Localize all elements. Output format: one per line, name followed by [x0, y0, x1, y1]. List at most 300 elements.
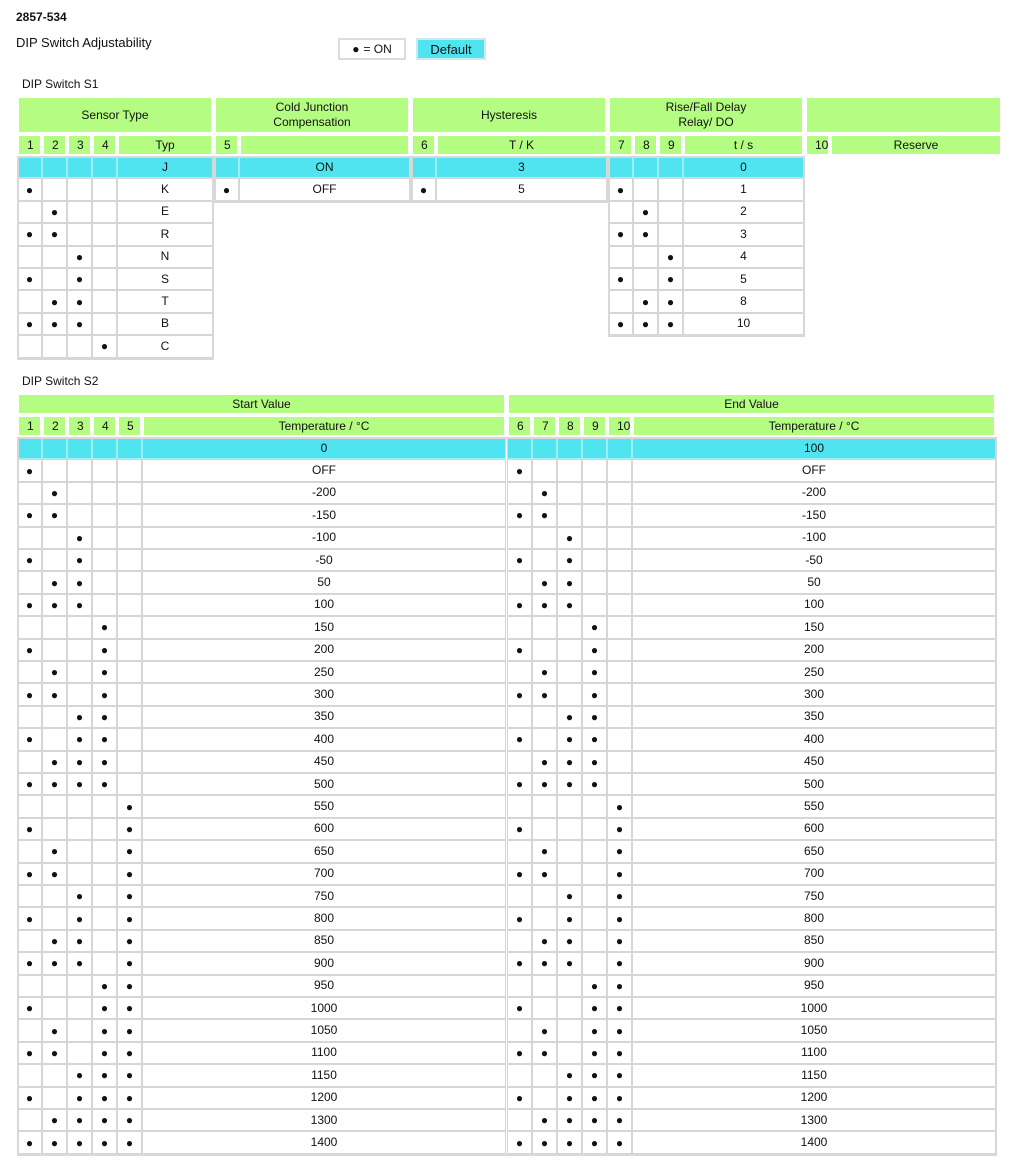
- s2-start-temperature: -50: [142, 549, 506, 571]
- on-dot-icon: ●: [515, 866, 524, 881]
- s1-delay-value: 3: [683, 223, 804, 245]
- on-dot-icon: ●: [540, 777, 549, 792]
- on-dot-icon: ●: [125, 821, 134, 836]
- s2-dip-cell: [557, 571, 582, 593]
- s2-dip-cell: [92, 773, 117, 795]
- s2-dip-cell: [42, 863, 67, 885]
- s2-dip-cell: [582, 930, 607, 952]
- on-dot-icon: ●: [641, 227, 650, 242]
- on-dot-icon: ●: [100, 1045, 109, 1060]
- s2-dip-cell: [582, 795, 607, 817]
- on-dot-icon: ●: [515, 553, 524, 568]
- s2-dip-cell: [117, 952, 142, 974]
- s1-dip-cell: [67, 246, 92, 268]
- on-dot-icon: ●: [50, 1045, 59, 1060]
- on-dot-icon: ●: [75, 1068, 84, 1083]
- on-dot-icon: ●: [50, 866, 59, 881]
- on-dot-icon: ●: [25, 227, 34, 242]
- s2-start-value-header: Temperature / °C: [142, 415, 506, 437]
- s2-dip-cell: [532, 907, 557, 929]
- s2-dip-cell: [67, 863, 92, 885]
- s2-dip-cell: [17, 661, 42, 683]
- on-dot-icon: ●: [615, 866, 624, 881]
- s2-dip-cell: [92, 639, 117, 661]
- s2-dip-cell: [507, 459, 532, 481]
- s2-dip-cell: [507, 616, 532, 638]
- s2-dip-cell: [42, 975, 67, 997]
- s2-switch-number: 2: [42, 415, 67, 437]
- s2-dip-cell: [17, 616, 42, 638]
- s1-dip-cell: [92, 246, 117, 268]
- s2-dip-cell: [607, 1109, 632, 1131]
- on-dot-icon: ●: [100, 1023, 109, 1038]
- s2-dip-cell: [92, 549, 117, 571]
- on-dot-icon: ●: [100, 339, 109, 354]
- s2-dip-cell: [582, 639, 607, 661]
- s2-dip-cell: [582, 504, 607, 526]
- on-dot-icon: ●: [50, 204, 59, 219]
- on-dot-icon: ●: [666, 249, 675, 264]
- s2-dip-cell: [67, 437, 92, 459]
- on-dot-icon: ●: [590, 687, 599, 702]
- s1-cjc-value: ON: [239, 156, 410, 178]
- s1-hysteresis-header: Hysteresis: [411, 96, 607, 134]
- s2-dip-cell: [17, 1064, 42, 1086]
- s1-delay-value: 0: [683, 156, 804, 178]
- on-dot-icon: ●: [50, 1135, 59, 1150]
- s2-dip-cell: [67, 594, 92, 616]
- s2-dip-cell: [92, 728, 117, 750]
- s1-dip-cell: [17, 246, 42, 268]
- s2-dip-cell: [532, 1042, 557, 1064]
- s2-dip-cell: [507, 818, 532, 840]
- on-dot-icon: ●: [565, 553, 574, 568]
- on-dot-icon: ●: [590, 642, 599, 657]
- s2-dip-cell: [67, 639, 92, 661]
- s2-end-temperature: 1150: [632, 1064, 996, 1086]
- s2-dip-cell: [582, 1131, 607, 1153]
- on-dot-icon: ●: [565, 889, 574, 904]
- s2-dip-cell: [507, 728, 532, 750]
- s2-dip-cell: [532, 571, 557, 593]
- s2-dip-cell: [92, 504, 117, 526]
- s2-dip-cell: [67, 527, 92, 549]
- s2-end-header: End Value: [507, 393, 996, 415]
- s2-end-temperature: 250: [632, 661, 996, 683]
- s2-start-temperature: 0: [142, 437, 506, 459]
- s2-start-temperature: 1150: [142, 1064, 506, 1086]
- s2-dip-cell: [67, 504, 92, 526]
- on-dot-icon: ●: [540, 1113, 549, 1128]
- s1-cjc-value: OFF: [239, 178, 410, 200]
- s2-dip-cell: [42, 930, 67, 952]
- on-dot-icon: ●: [565, 933, 574, 948]
- s1-delay-header: [608, 96, 804, 134]
- s2-dip-cell: [532, 930, 557, 952]
- s1-switch-number: 8: [633, 134, 658, 156]
- s2-start-temperature: OFF: [142, 459, 506, 481]
- s2-dip-cell: [582, 1042, 607, 1064]
- on-dot-icon: ●: [352, 42, 360, 56]
- s2-dip-cell: [92, 907, 117, 929]
- s2-end-temperature: 350: [632, 706, 996, 728]
- s2-dip-cell: [67, 661, 92, 683]
- on-dot-icon: ●: [25, 1135, 34, 1150]
- s1-dip-cell: [608, 268, 633, 290]
- s2-dip-cell: [117, 1087, 142, 1109]
- s1-switch-number: 4: [92, 134, 117, 156]
- s2-dip-cell: [582, 594, 607, 616]
- s2-dip-cell: [507, 1109, 532, 1131]
- s2-start-temperature: 200: [142, 639, 506, 661]
- s2-dip-cell: [117, 527, 142, 549]
- s1-dip-cell: [633, 268, 658, 290]
- s2-dip-cell: [557, 683, 582, 705]
- s1-dip-cell: [658, 201, 683, 223]
- on-dot-icon: ●: [615, 821, 624, 836]
- s2-dip-cell: [42, 616, 67, 638]
- s2-dip-cell: [117, 728, 142, 750]
- s2-end-temperature: 650: [632, 840, 996, 862]
- s1-sensor-value: E: [117, 201, 213, 223]
- page-title: DIP Switch Adjustability: [16, 35, 152, 50]
- s2-switch-number: 8: [557, 415, 582, 437]
- on-dot-icon: ●: [75, 933, 84, 948]
- s2-dip-cell: [582, 437, 607, 459]
- on-dot-icon: ●: [515, 1135, 524, 1150]
- s1-dip-cell: [17, 268, 42, 290]
- on-dot-icon: ●: [615, 911, 624, 926]
- on-dot-icon: ●: [125, 1045, 134, 1060]
- on-dot-icon: ●: [50, 844, 59, 859]
- s2-dip-cell: [92, 975, 117, 997]
- s2-dip-cell: [507, 437, 532, 459]
- on-dot-icon: ●: [540, 665, 549, 680]
- s2-end-value-header: Temperature / °C: [632, 415, 996, 437]
- on-dot-icon: ●: [616, 227, 625, 242]
- s2-dip-cell: [532, 728, 557, 750]
- s2-dip-cell: [582, 885, 607, 907]
- s1-switch-number: 9: [658, 134, 683, 156]
- s2-dip-cell: [557, 1019, 582, 1041]
- s2-dip-cell: [557, 907, 582, 929]
- s2-dip-cell: [17, 504, 42, 526]
- on-dot-icon: ●: [565, 530, 574, 545]
- s2-dip-cell: [607, 728, 632, 750]
- on-dot-icon: ●: [25, 272, 34, 287]
- on-dot-icon: ●: [25, 911, 34, 926]
- s1-dip-cell: [633, 246, 658, 268]
- s2-dip-cell: [507, 1064, 532, 1086]
- s2-dip-cell: [582, 661, 607, 683]
- s2-dip-cell: [507, 751, 532, 773]
- s1-dip-cell: [658, 246, 683, 268]
- s2-start-temperature: 800: [142, 907, 506, 929]
- s1-delay-value: 5: [683, 268, 804, 290]
- s2-start-temperature: 650: [142, 840, 506, 862]
- s1-section-label: DIP Switch S1: [22, 77, 99, 91]
- s2-dip-cell: [42, 571, 67, 593]
- s2-dip-cell: [557, 952, 582, 974]
- s2-dip-cell: [607, 1087, 632, 1109]
- s2-dip-cell: [92, 1042, 117, 1064]
- on-dot-icon: ●: [565, 709, 574, 724]
- s2-dip-cell: [117, 930, 142, 952]
- s2-dip-cell: [42, 997, 67, 1019]
- s2-end-temperature: -50: [632, 549, 996, 571]
- on-dot-icon: ●: [565, 1090, 574, 1105]
- s2-start-temperature: 1100: [142, 1042, 506, 1064]
- s2-end-temperature: 1050: [632, 1019, 996, 1041]
- s2-dip-cell: [557, 997, 582, 1019]
- s2-dip-cell: [17, 952, 42, 974]
- s2-dip-cell: [17, 818, 42, 840]
- on-dot-icon: ●: [125, 956, 134, 971]
- on-dot-icon: ●: [540, 1023, 549, 1038]
- on-dot-icon: ●: [590, 1090, 599, 1105]
- s2-dip-cell: [92, 1109, 117, 1131]
- s1-dip-cell: [42, 156, 67, 178]
- s1-dip-cell: [92, 313, 117, 335]
- on-dot-icon: ●: [590, 1113, 599, 1128]
- s2-dip-cell: [607, 571, 632, 593]
- on-dot-icon: ●: [590, 1068, 599, 1083]
- s2-dip-cell: [582, 527, 607, 549]
- s2-dip-cell: [607, 594, 632, 616]
- s2-dip-cell: [117, 482, 142, 504]
- on-dot-icon: ●: [25, 508, 34, 523]
- s2-dip-cell: [117, 1019, 142, 1041]
- on-dot-icon: ●: [565, 1068, 574, 1083]
- s2-dip-cell: [42, 952, 67, 974]
- s1-dip-cell: [42, 246, 67, 268]
- s2-dip-cell: [507, 840, 532, 862]
- on-dot-icon: ●: [25, 463, 34, 478]
- s2-dip-cell: [607, 975, 632, 997]
- on-dot-icon: ●: [25, 642, 34, 657]
- on-dot-icon: ●: [75, 709, 84, 724]
- on-dot-icon: ●: [100, 978, 109, 993]
- s2-dip-cell: [17, 459, 42, 481]
- s2-dip-cell: [67, 975, 92, 997]
- s1-sensor-value-header: Typ: [117, 134, 213, 156]
- s2-dip-cell: [557, 728, 582, 750]
- s2-dip-cell: [117, 459, 142, 481]
- s1-switch-number: 5: [214, 134, 239, 156]
- s2-start-temperature: 150: [142, 616, 506, 638]
- s2-dip-cell: [67, 571, 92, 593]
- on-dot-icon: ●: [125, 844, 134, 859]
- s2-dip-cell: [92, 571, 117, 593]
- s2-dip-cell: [17, 1087, 42, 1109]
- s1-dip-cell: [17, 156, 42, 178]
- on-dot-icon: ●: [515, 821, 524, 836]
- s2-dip-cell: [17, 594, 42, 616]
- on-dot-icon: ●: [590, 777, 599, 792]
- s2-dip-cell: [17, 683, 42, 705]
- on-dot-icon: ●: [100, 754, 109, 769]
- s2-dip-cell: [532, 661, 557, 683]
- s2-switch-number: 5: [117, 415, 142, 437]
- s2-dip-cell: [117, 594, 142, 616]
- s1-dip-cell: [67, 156, 92, 178]
- on-dot-icon: ●: [100, 665, 109, 680]
- s2-dip-cell: [92, 459, 117, 481]
- on-dot-icon: ●: [540, 1135, 549, 1150]
- s2-end-temperature: -100: [632, 527, 996, 549]
- s2-dip-cell: [532, 504, 557, 526]
- on-dot-icon: ●: [615, 1090, 624, 1105]
- s2-dip-cell: [117, 1042, 142, 1064]
- s2-dip-cell: [607, 751, 632, 773]
- s2-start-temperature: 950: [142, 975, 506, 997]
- on-dot-icon: ●: [75, 1113, 84, 1128]
- s1-dip-cell: [67, 335, 92, 357]
- s2-dip-cell: [507, 661, 532, 683]
- s2-dip-cell: [42, 683, 67, 705]
- on-dot-icon: ●: [75, 889, 84, 904]
- on-dot-icon: ●: [75, 597, 84, 612]
- s2-end-temperature: 400: [632, 728, 996, 750]
- s2-dip-cell: [582, 975, 607, 997]
- on-dot-icon: ●: [540, 687, 549, 702]
- s2-dip-cell: [67, 728, 92, 750]
- s2-start-temperature: 1050: [142, 1019, 506, 1041]
- on-dot-icon: ●: [515, 1090, 524, 1105]
- s2-dip-cell: [117, 639, 142, 661]
- on-dot-icon: ●: [125, 1023, 134, 1038]
- s2-dip-cell: [557, 1131, 582, 1153]
- s2-dip-cell: [117, 818, 142, 840]
- s2-dip-cell: [607, 437, 632, 459]
- s2-dip-cell: [507, 907, 532, 929]
- s2-dip-cell: [507, 639, 532, 661]
- s2-dip-cell: [17, 639, 42, 661]
- on-dot-icon: ●: [590, 1045, 599, 1060]
- s2-dip-cell: [117, 840, 142, 862]
- s1-dip-cell: [608, 223, 633, 245]
- s2-dip-cell: [557, 1109, 582, 1131]
- s2-dip-cell: [582, 549, 607, 571]
- s2-start-temperature: 50: [142, 571, 506, 593]
- s2-dip-cell: [42, 549, 67, 571]
- s2-dip-cell: [507, 571, 532, 593]
- s1-dip-cell: [42, 201, 67, 223]
- s2-dip-cell: [42, 661, 67, 683]
- s2-start-temperature: 900: [142, 952, 506, 974]
- s2-start-temperature: 300: [142, 683, 506, 705]
- s2-dip-cell: [42, 459, 67, 481]
- s2-dip-cell: [67, 1087, 92, 1109]
- on-dot-icon: ●: [125, 933, 134, 948]
- s2-dip-cell: [557, 706, 582, 728]
- on-dot-icon: ●: [615, 1023, 624, 1038]
- s2-dip-cell: [17, 795, 42, 817]
- on-dot-icon: ●: [540, 597, 549, 612]
- s2-start-temperature: -100: [142, 527, 506, 549]
- s2-dip-cell: [67, 683, 92, 705]
- s2-start-temperature: -150: [142, 504, 506, 526]
- on-dot-icon: ●: [75, 575, 84, 590]
- on-legend-text: = ON: [363, 42, 392, 56]
- on-dot-icon: ●: [590, 754, 599, 769]
- s2-dip-cell: [507, 975, 532, 997]
- s2-dip-cell: [17, 571, 42, 593]
- s1-dip-cell: [67, 313, 92, 335]
- s2-dip-cell: [532, 527, 557, 549]
- s2-start-temperature: 850: [142, 930, 506, 952]
- s2-end-temperature: 200: [632, 639, 996, 661]
- s2-dip-cell: [67, 1131, 92, 1153]
- s2-dip-cell: [117, 885, 142, 907]
- on-dot-icon: ●: [75, 530, 84, 545]
- on-dot-icon: ●: [25, 956, 34, 971]
- s2-dip-cell: [557, 482, 582, 504]
- s2-dip-cell: [117, 907, 142, 929]
- s2-dip-cell: [92, 795, 117, 817]
- s2-dip-cell: [92, 751, 117, 773]
- s2-dip-cell: [582, 1019, 607, 1041]
- s1-dip-cell: [658, 156, 683, 178]
- on-dot-icon: ●: [641, 316, 650, 331]
- s2-dip-cell: [17, 773, 42, 795]
- s2-dip-cell: [582, 997, 607, 1019]
- s2-dip-cell: [607, 549, 632, 571]
- on-dot-icon: ●: [50, 754, 59, 769]
- s1-dip-cell: [17, 223, 42, 245]
- s2-dip-cell: [607, 863, 632, 885]
- s1-dip-cell: [411, 156, 436, 178]
- s2-dip-cell: [532, 1064, 557, 1086]
- s2-dip-cell: [557, 661, 582, 683]
- on-dot-icon: ●: [125, 1090, 134, 1105]
- s2-end-temperature: -200: [632, 482, 996, 504]
- s1-delay-value: 8: [683, 290, 804, 312]
- s2-dip-cell: [92, 885, 117, 907]
- s1-hysteresis-value: 3: [436, 156, 607, 178]
- s2-dip-cell: [532, 952, 557, 974]
- on-dot-icon: ●: [50, 508, 59, 523]
- on-dot-icon: ●: [100, 1090, 109, 1105]
- on-dot-icon: ●: [615, 1068, 624, 1083]
- s2-start-temperature: 550: [142, 795, 506, 817]
- s2-dip-cell: [532, 751, 557, 773]
- s1-dip-cell: [42, 335, 67, 357]
- on-dot-icon: ●: [615, 956, 624, 971]
- s2-dip-cell: [607, 482, 632, 504]
- s1-sensor-value: N: [117, 246, 213, 268]
- on-dot-icon: ●: [50, 1113, 59, 1128]
- on-dot-icon: ●: [100, 709, 109, 724]
- s1-sensor-value: S: [117, 268, 213, 290]
- s2-dip-cell: [607, 885, 632, 907]
- s2-dip-cell: [532, 1131, 557, 1153]
- s2-dip-cell: [17, 527, 42, 549]
- s1-dip-cell: [633, 156, 658, 178]
- on-dot-icon: ●: [590, 978, 599, 993]
- s2-dip-cell: [557, 840, 582, 862]
- s1-delay-value: 2: [683, 201, 804, 223]
- on-dot-icon: ●: [25, 777, 34, 792]
- s2-dip-cell: [67, 818, 92, 840]
- on-dot-icon: ●: [100, 620, 109, 635]
- s2-start-temperature: 700: [142, 863, 506, 885]
- s1-delay-value: 1: [683, 178, 804, 200]
- s2-start-temperature: 1300: [142, 1109, 506, 1131]
- on-dot-icon: ●: [565, 956, 574, 971]
- on-dot-icon: ●: [75, 249, 84, 264]
- s2-dip-cell: [607, 907, 632, 929]
